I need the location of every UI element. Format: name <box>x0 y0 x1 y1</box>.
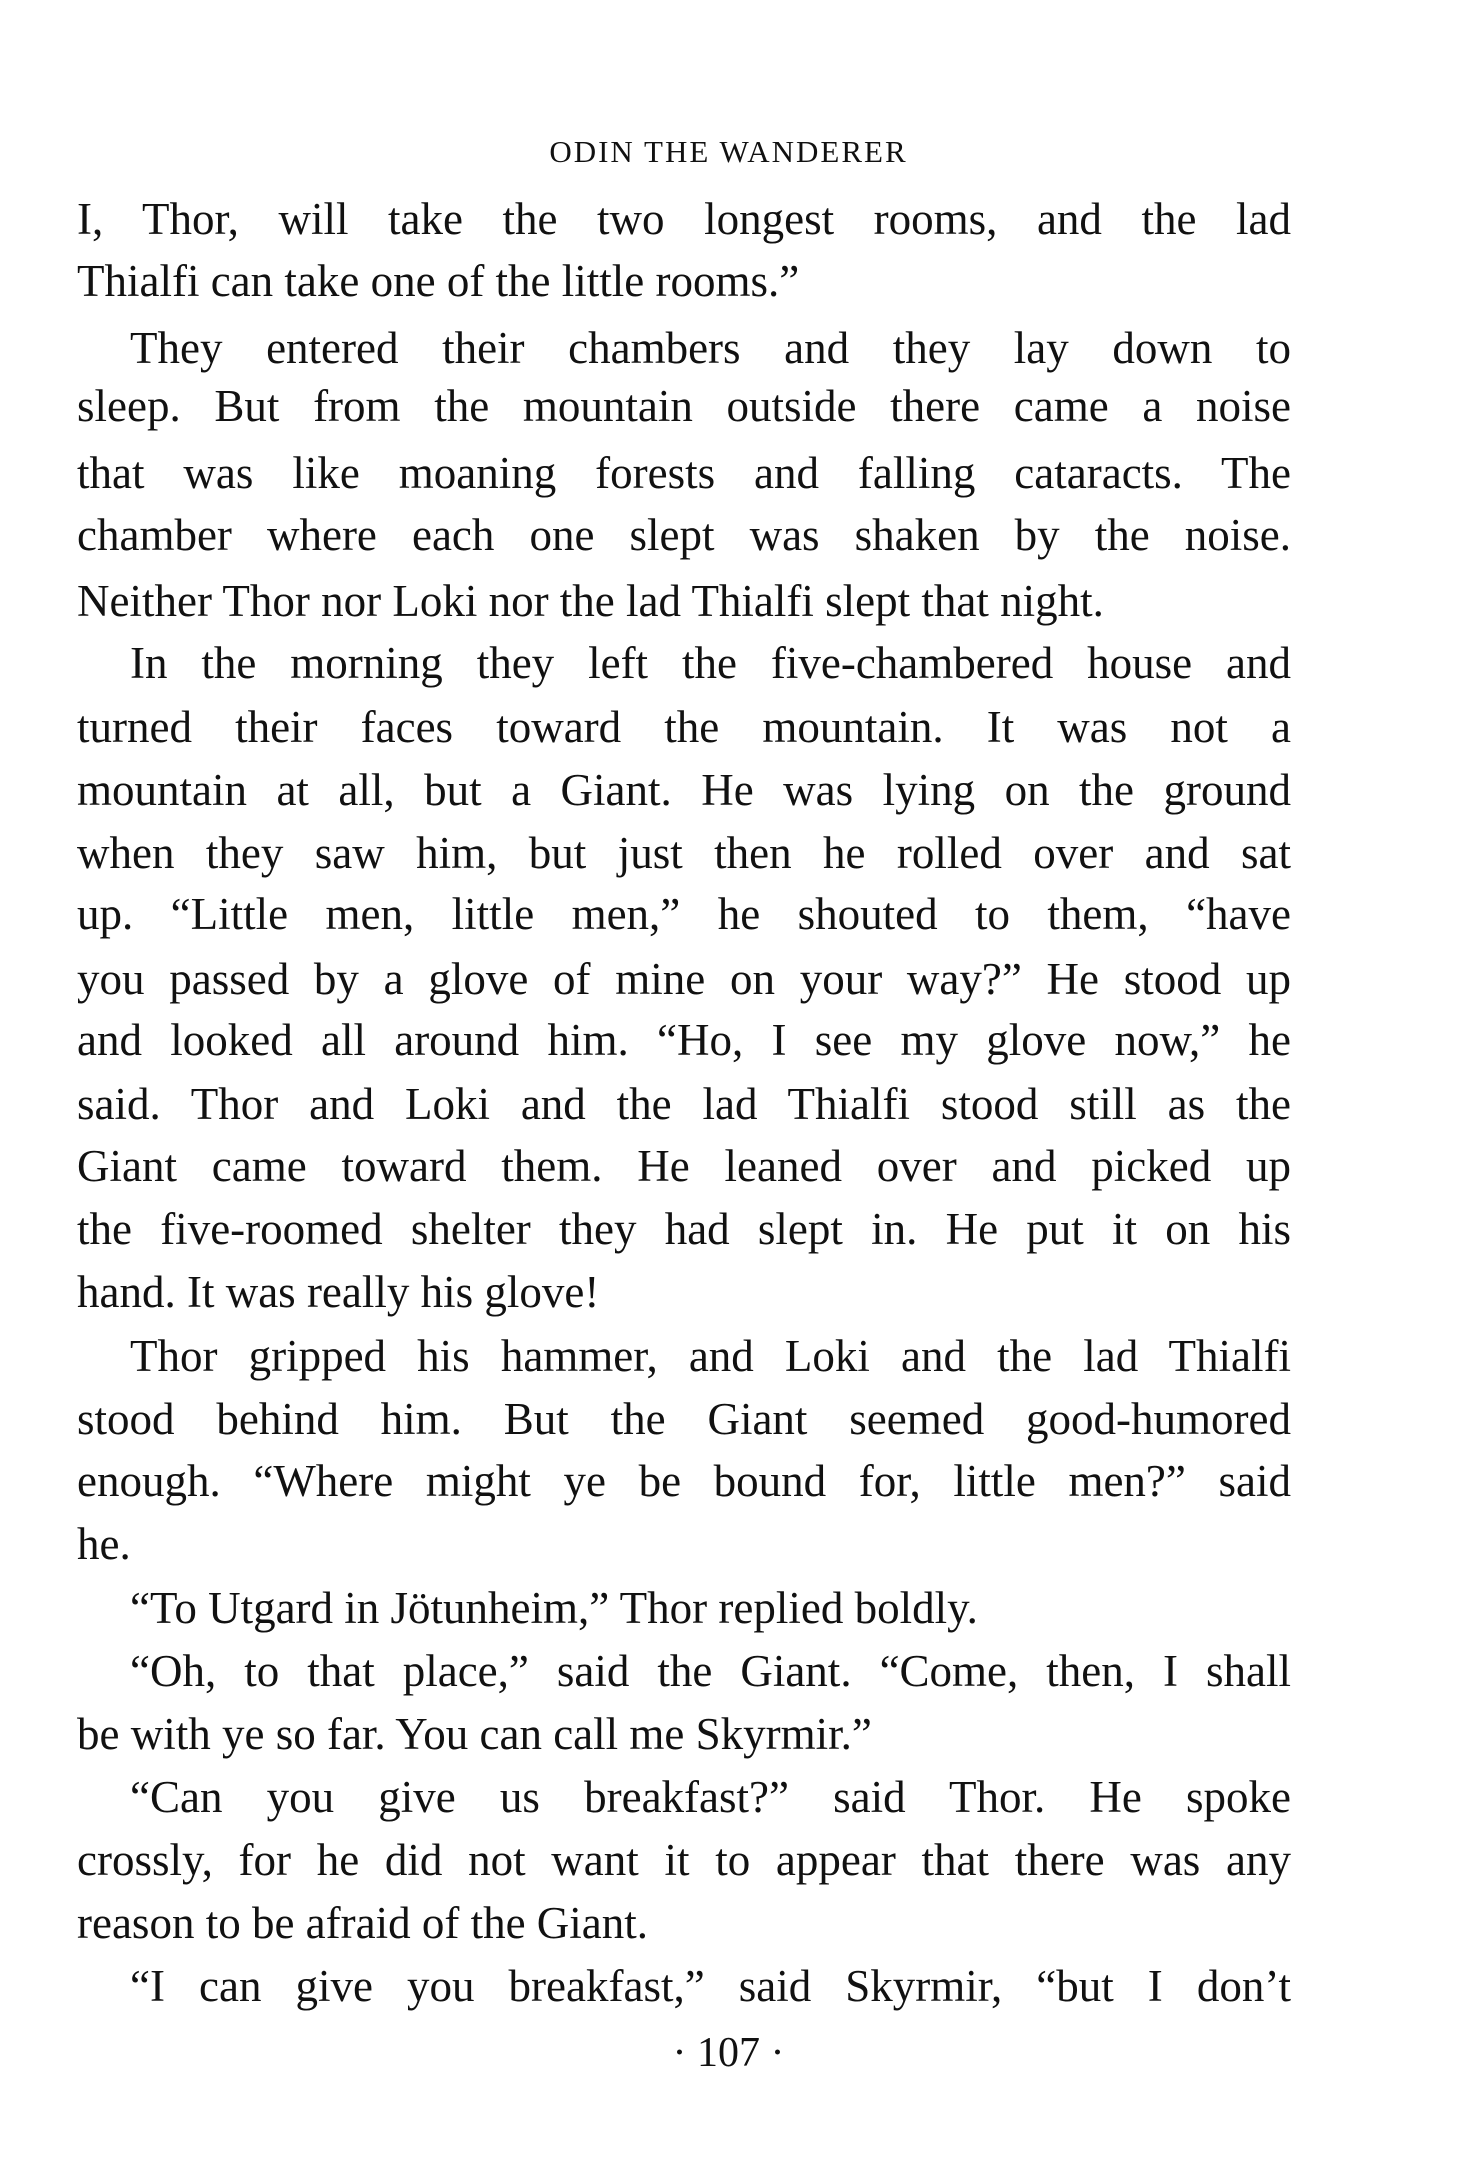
text-line: “I can give you breakfast,” said Skyrmir, “but I don’t <box>130 1961 1291 2011</box>
text-line: he. <box>77 1519 131 1569</box>
text-line: be with ye so far. You can call me Skyrmir.” <box>77 1709 872 1759</box>
text-line: up. “Little men, little men,” he shouted to them, “have <box>77 889 1291 939</box>
text-line: reason to be afraid of the Giant. <box>77 1898 649 1948</box>
text-line: said. Thor and Loki and the lad Thialfi stood still as the <box>77 1079 1291 1129</box>
text-line: Thialfi can take one of the little rooms.” <box>77 256 800 306</box>
running-head: ODIN THE WANDERER <box>549 134 908 169</box>
text-line: “Oh, to that place,” said the Giant. “Come, then, I shall <box>130 1646 1291 1696</box>
text-line: when they saw him, but just then he rolled over and sat <box>77 828 1291 878</box>
text-line: They entered their chambers and they lay down to <box>130 323 1291 373</box>
page-number: · 107 · <box>672 2030 785 2076</box>
text-line: crossly, for he did not want it to appear that there was any <box>77 1835 1291 1885</box>
text-line: that was like moaning forests and falling cataracts. The <box>77 448 1291 498</box>
text-line: the five-roomed shelter they had slept in. He put it on his <box>77 1204 1291 1254</box>
text-line: Giant came toward them. He leaned over and picked up <box>77 1141 1291 1191</box>
text-line: chamber where each one slept was shaken by the noise. <box>77 510 1291 560</box>
text-line: you passed by a glove of mine on your way?” He stood up <box>77 954 1291 1004</box>
text-line: I, Thor, will take the two longest rooms, and the lad <box>77 194 1291 244</box>
text-line: sleep. But from the mountain outside there came a noise <box>77 381 1291 431</box>
text-line: In the morning they left the five-chambered house and <box>130 638 1291 688</box>
text-line: Neither Thor nor Loki nor the lad Thialfi slept that night. <box>77 576 1104 626</box>
text-line: enough. “Where might ye be bound for, little men?” said <box>77 1456 1291 1506</box>
text-line: turned their faces toward the mountain. It was not a <box>77 702 1291 752</box>
text-line: Thor gripped his hammer, and Loki and the lad Thialfi <box>130 1331 1291 1381</box>
text-line: “To Utgard in Jötunheim,” Thor replied boldly. <box>130 1583 978 1633</box>
text-line: hand. It was really his glove! <box>77 1267 600 1317</box>
text-line: mountain at all, but a Giant. He was lying on the ground <box>77 765 1291 815</box>
text-line: stood behind him. But the Giant seemed good-humored <box>77 1394 1291 1444</box>
text-line: “Can you give us breakfast?” said Thor. He spoke <box>130 1772 1291 1822</box>
text-line: and looked all around him. “Ho, I see my glove now,” he <box>77 1015 1291 1065</box>
